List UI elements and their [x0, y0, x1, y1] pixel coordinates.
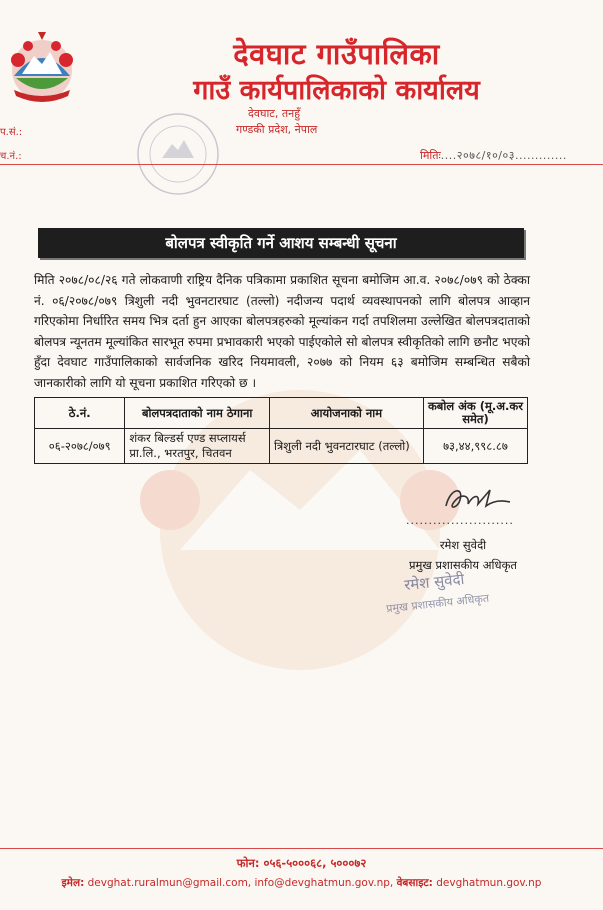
office-stamp-icon	[132, 108, 224, 200]
website-link[interactable]: devghatmun.gov.np	[436, 877, 542, 889]
website-label: वेबसाइट:	[396, 877, 433, 889]
footer-phone	[0, 856, 603, 871]
date-field	[420, 148, 567, 163]
cell-bidder: शंकर बिल्डर्स एण्ड सप्लायर्स प्रा.लि., भरतपुर, चितवन	[125, 429, 270, 464]
email-address[interactable]: devghat.ruralmun@gmail.com, info@devghatmun.gov.np,	[87, 877, 394, 889]
notice-title: बोलपत्र स्वीकृति गर्ने आशय सम्बन्धी सूचना	[165, 234, 397, 252]
table-row	[35, 429, 528, 464]
header-divider	[0, 164, 603, 165]
notice-body: मिति २०७८/०८/२६ गते लोकवाणी राष्ट्रिय दैनिक पत्रिकामा प्रकाशित सूचना बमोजिम आ.व. २०७८/०७९ को ठेक्का नं. ०६/२०७८/०७९ त्रिशुली नदी भुवनटारघाट (तल्लो) नदीजन्य पदार्थ व्यवस्थापनको लागि बोलपत्र आव्हान गरिएकोमा निर्धारित समय भित्र दर्ता हुन आएका बोलपत्रहरुको मूल्यांकन गर्दा तपशिलमा उल्लेखित बोलपत्रदाताको बोलपत्र न्यूनतम मूल्यांकित सारभूत रुपमा प्रभावकारी भएको पाईएकोले सो बोलपत्र स्वीकृतिको लागि छनौट भएको हुँदा देवघाट गाउँपालिकाको सार्वजनिक खरिद नियमावली, २०७७ को नियम ६३ बमोजिम सम्बन्धित सबैको जानकारीको लागि यो सूचना प्रकाशित गरिएको छ ।	[34, 273, 530, 390]
office-title: गाउँ कार्यपालिकाको कार्यालय	[193, 75, 480, 106]
signatory-title: प्रमुख प्रशासकीय अधिकृत	[409, 558, 517, 572]
date-value: ....२०७८/१०/०३.............	[440, 149, 567, 162]
reference-number-label: प.सं.:	[0, 127, 23, 138]
date-label: मितिः	[420, 149, 441, 162]
address-line1: देवघाट, तनहुँ	[248, 107, 301, 120]
header-bid-amount: कबोल अंक (मू.अ.कर समेत)	[423, 398, 527, 429]
cell-bid-amount: ७३,४४,९९८.८७	[423, 429, 527, 464]
municipality-title: देवघाट गाउँपालिका	[233, 37, 440, 71]
cell-contract-no: ०६-२०७८/०७९	[35, 429, 125, 464]
email-label: इमेल:	[61, 877, 85, 889]
table-header-row	[35, 398, 528, 429]
cell-project: त्रिशुली नदी भुवनटारघाट (तल्लो)	[269, 429, 423, 464]
header-project: आयोजनाको नाम	[269, 398, 423, 429]
footer-divider	[0, 848, 603, 849]
dispatch-number-label: च.नं.:	[0, 151, 22, 162]
signature-line: ........................	[406, 514, 514, 527]
stamp-name: रमेश सुवेदी	[403, 569, 466, 595]
address-line2: गण्डकी प्रदेश, नेपाल	[236, 123, 318, 136]
footer-contact	[0, 876, 603, 890]
header-contract-no: ठे.नं.	[35, 398, 125, 429]
phone-label: फोन:	[236, 856, 260, 870]
signature-icon	[440, 478, 514, 518]
stamp-title: प्रमुख प्रशासकीय अधिकृत	[385, 591, 490, 616]
nepal-emblem-icon	[4, 30, 80, 106]
phone-number: ०५६-५०००६८, ५०००७२	[263, 856, 367, 870]
signatory-name: रमेश सुवेदी	[439, 538, 487, 552]
tender-table	[34, 397, 528, 464]
notice-title-bar	[38, 228, 524, 258]
header-bidder: बोलपत्रदाताको नाम ठेगाना	[125, 398, 270, 429]
